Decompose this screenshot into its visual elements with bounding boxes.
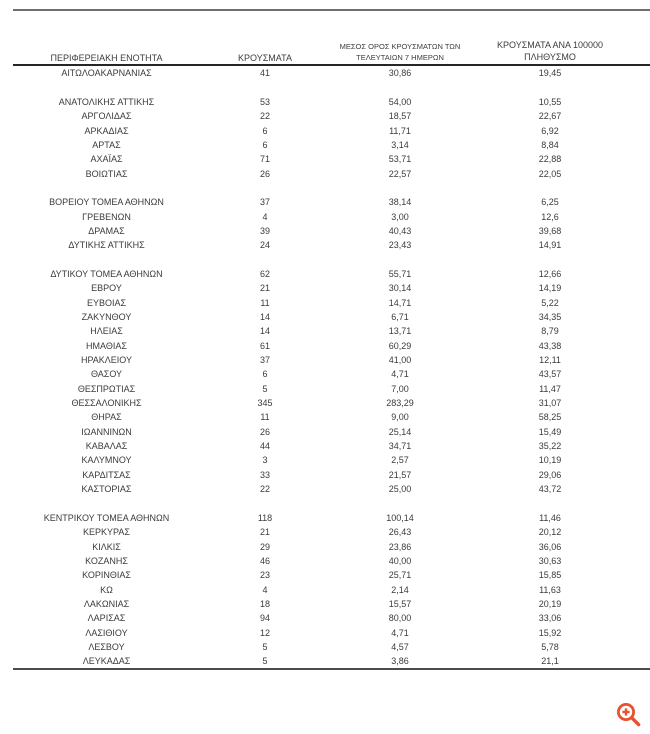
region-name: ΛΑΚΩΝΙΑΣ [83, 598, 130, 609]
per100k-value: 12,6 [541, 211, 559, 222]
table-row [13, 625, 650, 639]
per100k-value: 12,11 [539, 355, 561, 366]
cases-value: 37 [259, 197, 270, 208]
cases-value: 14 [259, 312, 270, 323]
column-header-cases-label: ΚΡΟΥΣΜΑΤΑ [238, 53, 292, 63]
avg7-value: 60,29 [388, 340, 412, 351]
table-row [13, 123, 650, 137]
cases-value: 21 [259, 527, 270, 538]
per100k-value: 34,35 [538, 312, 562, 323]
table-row [13, 296, 650, 310]
cases-value: 118 [257, 512, 273, 523]
avg7-value: 7,00 [391, 383, 409, 394]
table-row [13, 468, 650, 482]
avg7-value: 40,43 [388, 225, 412, 236]
table-row [13, 166, 650, 180]
region-name: ΛΕΣΒΟΥ [88, 641, 125, 652]
avg7-value: 13,71 [388, 326, 412, 337]
cases-value: 37 [259, 355, 270, 366]
per100k-value: 31,07 [538, 398, 562, 409]
column-header-avg7-line2: ΤΕΛΕΥΤΑΙΩΝ 7 ΗΜΕΡΩΝ [356, 53, 444, 62]
per100k-value: 35,22 [538, 441, 562, 452]
per100k-value: 11,47 [539, 383, 561, 394]
table-row [13, 382, 650, 396]
per100k-value: 8,79 [541, 326, 559, 337]
avg7-value: 4,57 [391, 641, 409, 652]
cases-value: 14 [259, 326, 270, 337]
table-row [13, 597, 650, 611]
cases-value: 46 [259, 555, 270, 566]
per100k-value: 36,06 [538, 541, 562, 552]
region-name: ΚΟΡΙΝΘΙΑΣ [82, 570, 131, 581]
cases-value: 22 [259, 111, 270, 122]
cases-value: 18 [259, 598, 270, 609]
region-name: ΚΟΖΑΝΗΣ [85, 555, 128, 566]
region-name: ΖΑΚΥΝΘΟΥ [81, 312, 132, 323]
cases-value: 6 [262, 139, 268, 150]
table-row [13, 482, 650, 496]
cases-value: 41 [259, 68, 270, 79]
table-row [13, 654, 650, 668]
region-name: ΘΕΣΠΡΩΤΙΑΣ [77, 383, 136, 394]
avg7-value: 25,00 [388, 484, 412, 495]
region-name: ΚΑΛΥΜΝΟΥ [81, 455, 132, 466]
region-name: ΘΑΣΟΥ [90, 369, 123, 380]
per100k-value: 5,22 [541, 297, 559, 308]
cases-value: 21 [259, 283, 270, 294]
avg7-value: 38,14 [388, 197, 412, 208]
avg7-value: 22,57 [388, 168, 412, 179]
zoom-in-button[interactable] [615, 701, 642, 728]
avg7-value: 6,71 [391, 312, 409, 323]
region-name: ΚΩ [100, 584, 113, 595]
cases-value: 11 [260, 412, 270, 423]
cases-value: 33 [259, 469, 270, 480]
avg7-value: 283,29 [386, 398, 414, 409]
avg7-value: 2,14 [391, 584, 409, 595]
cases-value: 4 [262, 211, 268, 222]
per100k-value: 20,12 [538, 527, 562, 538]
region-name: ΚΑΒΑΛΑΣ [85, 441, 128, 452]
table-row [13, 109, 650, 123]
cases-value: 11 [260, 297, 270, 308]
group-gap-row [13, 252, 650, 266]
region-name: ΒΟΡΕΙΟΥ ΤΟΜΕΑ ΑΘΗΝΩΝ [49, 197, 164, 208]
column-header-region-label: ΠΕΡΙΦΕΡΕΙΑΚΗ ΕΝΟΤΗΤΑ [50, 53, 163, 63]
avg7-value: 80,00 [388, 613, 412, 624]
table-row [13, 66, 650, 80]
avg7-value: 21,57 [388, 469, 412, 480]
per100k-value: 33,06 [538, 613, 562, 624]
avg7-value: 100,14 [386, 512, 414, 523]
table-row [13, 525, 650, 539]
table-row [13, 640, 650, 654]
column-header-region [13, 53, 200, 63]
per100k-value: 10,55 [538, 96, 562, 107]
per100k-value: 10,19 [538, 455, 562, 466]
table-row [13, 224, 650, 238]
avg7-value: 4,71 [391, 627, 409, 638]
table-row [13, 410, 650, 424]
cases-value: 6 [262, 125, 268, 136]
avg7-value: 3,14 [391, 139, 409, 150]
per100k-value: 19,45 [538, 68, 562, 79]
per100k-value: 11,63 [539, 584, 561, 595]
table-row [13, 195, 650, 209]
table-row [13, 95, 650, 109]
per100k-value: 15,92 [538, 627, 562, 638]
region-name: ΑΡΚΑΔΙΑΣ [84, 125, 129, 136]
avg7-value: 14,71 [388, 297, 412, 308]
per100k-value: 6,92 [541, 125, 559, 136]
region-name: ΔΥΤΙΚΗΣ ΑΤΤΙΚΗΣ [68, 240, 145, 251]
region-name: ΚΕΝΤΡΙΚΟΥ ΤΟΜΕΑ ΑΘΗΝΩΝ [43, 512, 170, 523]
per100k-value: 43,57 [538, 369, 562, 380]
region-name: ΕΒΡΟΥ [91, 283, 122, 294]
avg7-value: 55,71 [388, 268, 412, 279]
group-gap-row [13, 181, 650, 195]
region-name: ΑΝΑΤΟΛΙΚΗΣ ΑΤΤΙΚΗΣ [58, 96, 155, 107]
table-row [13, 281, 650, 295]
cases-value: 26 [259, 168, 270, 179]
region-name: ΛΑΡΙΣΑΣ [87, 613, 126, 624]
region-name: ΚΑΣΤΟΡΙΑΣ [81, 484, 132, 495]
region-name: ΚΕΡΚΥΡΑΣ [83, 527, 130, 538]
region-name: ΔΥΤΙΚΟΥ ΤΟΜΕΑ ΑΘΗΝΩΝ [50, 268, 163, 279]
region-name: ΒΟΙΩΤΙΑΣ [85, 168, 128, 179]
avg7-value: 40,00 [388, 555, 412, 566]
table-row [13, 453, 650, 467]
table-row [13, 554, 650, 568]
avg7-value: 3,86 [391, 656, 409, 667]
table-row [13, 310, 650, 324]
table-row [13, 238, 650, 252]
region-name: ΛΕΥΚΑΔΑΣ [82, 656, 131, 667]
cases-value: 5 [262, 641, 268, 652]
cases-value: 345 [257, 398, 273, 409]
per100k-value: 5,78 [541, 641, 559, 652]
per100k-value: 14,91 [538, 240, 562, 251]
region-name: ΗΜΑΘΙΑΣ [86, 340, 127, 351]
cases-value: 94 [259, 613, 270, 624]
table-row [13, 439, 650, 453]
cases-value: 44 [259, 441, 270, 452]
cases-value: 39 [259, 225, 270, 236]
top-divider [13, 9, 650, 11]
avg7-value: 15,57 [388, 598, 412, 609]
table-row [13, 611, 650, 625]
per100k-value: 58,25 [538, 412, 562, 423]
cases-value: 5 [262, 656, 268, 667]
cases-value: 71 [259, 154, 270, 165]
per100k-value: 43,72 [538, 484, 562, 495]
per100k-value: 22,67 [538, 111, 562, 122]
region-name: ΚΑΡΔΙΤΣΑΣ [82, 469, 131, 480]
avg7-value: 54,00 [388, 96, 412, 107]
avg7-value: 9,00 [391, 412, 409, 423]
region-name: ΑΙΤΩΛΟΑΚΑΡΝΑΝΙΑΣ [61, 68, 152, 79]
cases-value: 22 [259, 484, 270, 495]
region-name: ΗΡΑΚΛΕΙΟΥ [80, 355, 133, 366]
table-row [13, 339, 650, 353]
avg7-value: 23,43 [388, 240, 412, 251]
table-row [13, 324, 650, 338]
per100k-value: 22,88 [538, 154, 562, 165]
avg7-value: 26,43 [388, 527, 412, 538]
table-header-row [13, 29, 650, 66]
cases-value: 4 [262, 584, 268, 595]
per100k-value: 30,63 [538, 555, 562, 566]
avg7-value: 18,57 [388, 111, 412, 122]
table-row [13, 582, 650, 596]
region-name: ΑΧΑΪΑΣ [90, 154, 123, 165]
avg7-value: 23,86 [388, 541, 412, 552]
cases-value: 29 [259, 541, 270, 552]
magnifier-plus-icon [615, 701, 642, 728]
region-name: ΛΑΣΙΘΙΟΥ [85, 627, 128, 638]
table-row [13, 152, 650, 166]
table-row [13, 138, 650, 152]
region-name: ΘΗΡΑΣ [91, 412, 122, 423]
column-header-cases [200, 53, 330, 63]
per100k-value: 14,19 [538, 283, 562, 294]
table-row [13, 425, 650, 439]
group-gap-row [13, 496, 650, 510]
table-row [13, 209, 650, 223]
covid-region-table [13, 29, 650, 670]
avg7-value: 41,00 [388, 355, 412, 366]
cases-value: 6 [262, 369, 268, 380]
region-name: ΘΕΣΣΑΛΟΝΙΚΗΣ [71, 398, 142, 409]
avg7-value: 4,71 [391, 369, 409, 380]
column-header-per100k-line1: ΚΡΟΥΣΜΑΤΑ ΑΝΑ 100000 [497, 40, 603, 50]
table-row [13, 539, 650, 553]
per100k-value: 8,84 [541, 139, 559, 150]
group-gap-row [13, 80, 650, 94]
column-header-per100k-line2: ΠΛΗΘΥΣΜΟ [524, 52, 576, 62]
table-row [13, 511, 650, 525]
region-name: ΚΙΛΚΙΣ [92, 541, 121, 552]
table-row [13, 367, 650, 381]
per100k-value: 15,85 [538, 570, 562, 581]
avg7-value: 30,86 [388, 68, 412, 79]
per100k-value: 21,1 [541, 656, 559, 667]
avg7-value: 30,14 [388, 283, 412, 294]
per100k-value: 12,66 [538, 268, 562, 279]
per100k-value: 15,49 [538, 426, 562, 437]
avg7-value: 25,71 [388, 570, 412, 581]
region-name: ΓΡΕΒΕΝΩΝ [82, 211, 131, 222]
table-row [13, 267, 650, 281]
avg7-value: 25,14 [388, 426, 412, 437]
region-name: ΑΡΤΑΣ [92, 139, 121, 150]
cases-value: 26 [259, 426, 270, 437]
cases-value: 24 [259, 240, 270, 251]
avg7-value: 3,00 [391, 211, 409, 222]
region-name: ΙΩΑΝΝΙΝΩΝ [81, 426, 132, 437]
avg7-value: 2,57 [391, 455, 409, 466]
column-header-avg7-line1: ΜΕΣΟΣ ΟΡΟΣ ΚΡΟΥΣΜΑΤΩΝ ΤΩΝ [339, 42, 461, 51]
per100k-value: 29,06 [538, 469, 562, 480]
per100k-value: 39,68 [538, 225, 562, 236]
avg7-value: 34,71 [388, 441, 412, 452]
cases-value: 12 [259, 627, 270, 638]
per100k-value: 22,05 [538, 168, 562, 179]
cases-value: 53 [259, 96, 270, 107]
per100k-value: 20,19 [538, 598, 562, 609]
region-name: ΔΡΑΜΑΣ [88, 225, 125, 236]
per100k-value: 6,25 [541, 197, 559, 208]
cases-value: 62 [259, 268, 270, 279]
region-name: ΗΛΕΙΑΣ [90, 326, 123, 337]
cases-value: 3 [262, 455, 268, 466]
per100k-value: 11,46 [539, 512, 561, 523]
column-header-avg7 [330, 41, 470, 63]
per100k-value: 43,38 [538, 340, 562, 351]
column-header-per100k [470, 39, 630, 63]
avg7-value: 11,71 [389, 125, 411, 136]
table-body [13, 66, 650, 670]
region-name: ΕΥΒΟΙΑΣ [86, 297, 127, 308]
avg7-value: 53,71 [388, 154, 412, 165]
region-name: ΑΡΓΟΛΙΔΑΣ [81, 111, 132, 122]
table-row [13, 568, 650, 582]
cases-value: 5 [262, 383, 268, 394]
cases-value: 61 [259, 340, 270, 351]
table-row [13, 396, 650, 410]
table-row [13, 353, 650, 367]
cases-value: 23 [259, 570, 270, 581]
